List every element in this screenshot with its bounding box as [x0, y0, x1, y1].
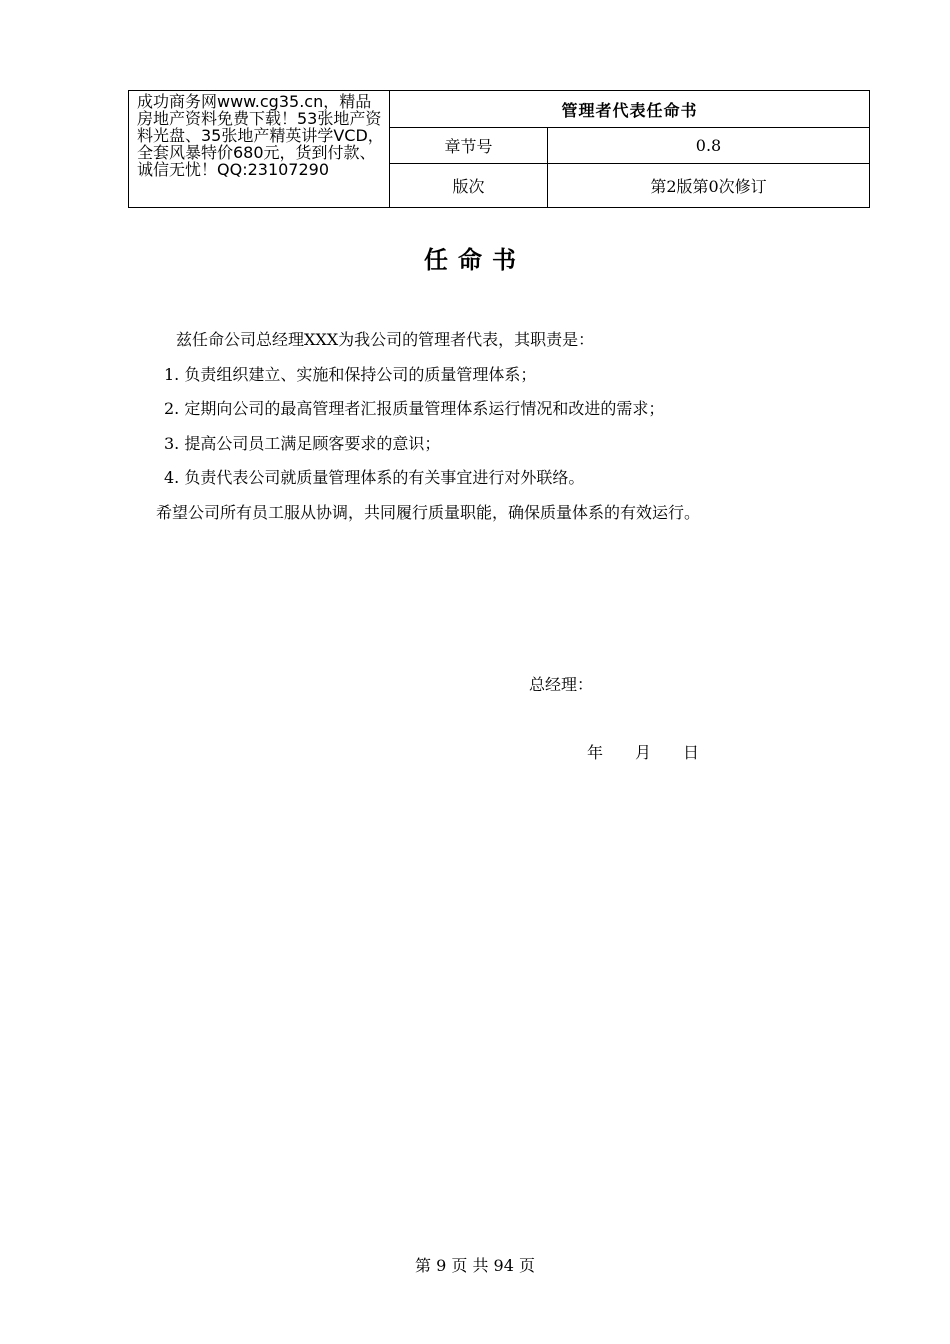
intro-paragraph: 兹任命公司总经理XXX为我公司的管理者代表，其职责是： — [176, 330, 595, 349]
duty-item: 1. 负责组织建立、实施和保持公司的质量管理体系； — [164, 365, 537, 384]
chapter-number-value: 0.8 — [548, 128, 870, 164]
advertisement-text: 成功商务网www.cg35.cn，精品房地产资料免费下载！53张地产资料光盘、35张地产精英讲学VCD，全套风暴特价680元，货到付款、诚信无忧！QQ:23107290 — [129, 91, 390, 208]
duty-item: 4. 负责代表公司就质量管理体系的有关事宜进行对外联络。 — [164, 468, 585, 487]
page-footer: 第 9 页 共 94 页 — [415, 1256, 535, 1275]
document-title: 管理者代表任命书 — [390, 91, 870, 128]
date-day: 日 — [683, 743, 700, 762]
appointment-heading: 任命书 — [424, 246, 526, 274]
date-year: 年 — [587, 743, 604, 762]
closing-paragraph: 希望公司所有员工服从协调，共同履行质量职能，确保质量体系的有效运行。 — [156, 503, 701, 522]
date-line — [587, 743, 699, 763]
date-month: 月 — [635, 743, 652, 762]
duty-item: 2. 定期向公司的最高管理者汇报质量管理体系运行情况和改进的需求； — [164, 399, 665, 418]
version-label: 版次 — [390, 164, 548, 208]
chapter-number-label: 章节号 — [390, 128, 548, 164]
version-value: 第2版第0次修订 — [548, 164, 870, 208]
duty-item: 3. 提高公司员工满足顾客要求的意识； — [164, 434, 441, 453]
signature-label: 总经理： — [529, 675, 594, 694]
document-header-table — [128, 90, 870, 208]
